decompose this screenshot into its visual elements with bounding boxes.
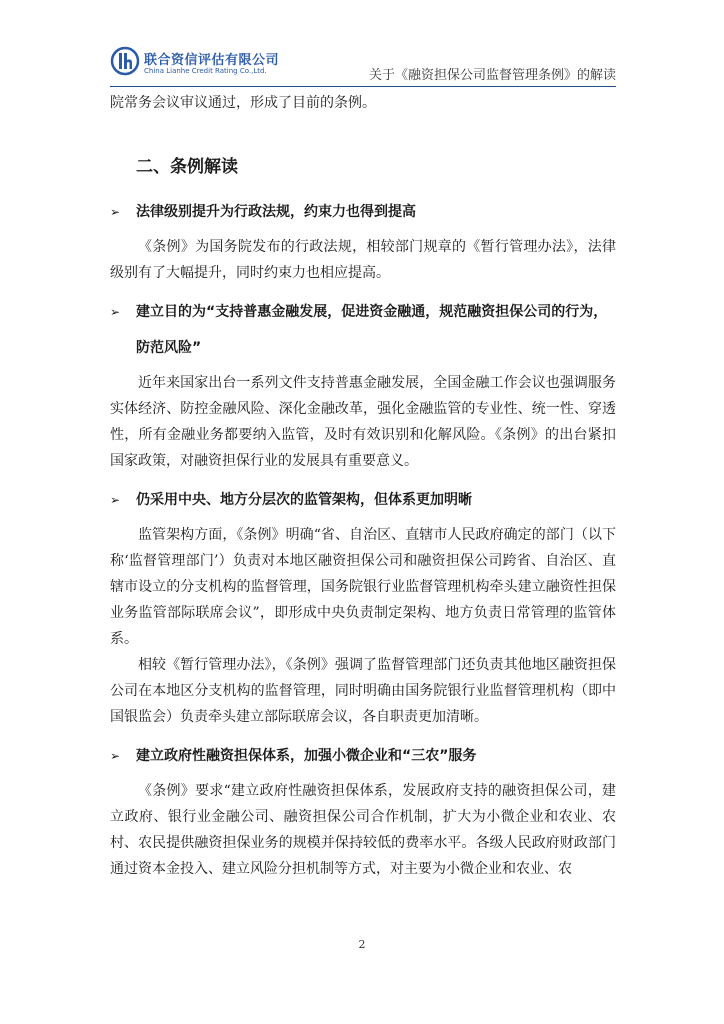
bullet-heading — [110, 294, 616, 366]
bullet-heading — [110, 738, 616, 774]
paragraph: 《条例》要求“建立政府性融资担保体系，发展政府支持的融资担保公司，建立政府、银行业金融公司、融资担保公司合作机制，扩大为小微企业和农业、农村、农民提供融资担保业务的规模并保持较低的费率水平。各级人民政府财政部门通过资本金投入、建立风险分担机制等方式，对主要为小微企业和农业、农 — [110, 783, 616, 877]
bullet-heading-text: 法律级别提升为行政法规，约束力也得到提高 — [136, 204, 416, 220]
page-header — [110, 40, 616, 87]
company-name-en: China Lianhe Credit Rating Co.,Ltd. — [144, 67, 267, 75]
arrow-bullet-icon: ➢ — [110, 749, 121, 763]
bullet-heading-text: 建立政府性融资担保体系，加强小微企业和“三农”服务 — [136, 748, 477, 764]
bullet-heading — [110, 482, 616, 518]
paragraph: 近年来国家出台一系列文件支持普惠金融发展，全国金融工作会议也强调服务实体经济、防控金融风险、深化金融改革，强化金融监管的专业性、统一性、穿透性，所有金融业务都要纳入监管，及时有效识别和化解风险。《条例》的出台紧扣国家政策，对融资担保行业的发展具有重要意义。 — [110, 375, 616, 469]
bullet-heading-text: 仍采用中央、地方分层次的监管架构，但体系更加明晰 — [136, 492, 472, 508]
arrow-bullet-icon: ➢ — [110, 493, 121, 507]
document-title: 关于《融资担保公司监督管理条例》的解读 — [368, 68, 616, 83]
arrow-bullet-icon: ➢ — [110, 305, 121, 319]
document-body — [110, 90, 616, 882]
arrow-bullet-icon: ➢ — [110, 205, 121, 219]
lianhe-logo-icon — [110, 46, 140, 76]
paragraph: 《条例》为国务院发布的行政法规，相较部门规章的《暂行管理办法》，法律级别有了大幅提升，同时约束力也相应提高。 — [110, 239, 616, 281]
bullet-heading-text: 建立目的为“支持普惠金融发展，促进资金融通，规范融资担保公司的行为，防范风险” — [136, 304, 608, 356]
bullet-heading — [110, 194, 616, 230]
company-name-cn: 联合资信评估有限公司 — [144, 53, 280, 68]
paragraph: 院常务会议审议通过，形成了目前的条例。 — [110, 95, 376, 111]
section-heading: 二、条例解读 — [136, 157, 238, 177]
paragraph: 相较《暂行管理办法》，《条例》强调了监督管理部门还负责其他地区融资担保公司在本地区分支机构的监督管理，同时明确由国务院银行业监督管理机构（即中国银监会）负责牵头建立部际联席会议，各自职责更加清晰。 — [110, 657, 616, 725]
page-number: 2 — [358, 938, 366, 951]
paragraph: 监管架构方面，《条例》明确“省、自治区、直辖市人民政府确定的部门（以下称‘监督管理部门’）负责对本地区融资担保公司和融资担保公司跨省、自治区、直辖市设立的分支机构的监督管理，国务院银行业监督管理机构牵头建立融资性担保业务监管部际联席会议”，即形成中央负责制定架构、地方负责日常管理的监管体系。 — [110, 527, 616, 647]
